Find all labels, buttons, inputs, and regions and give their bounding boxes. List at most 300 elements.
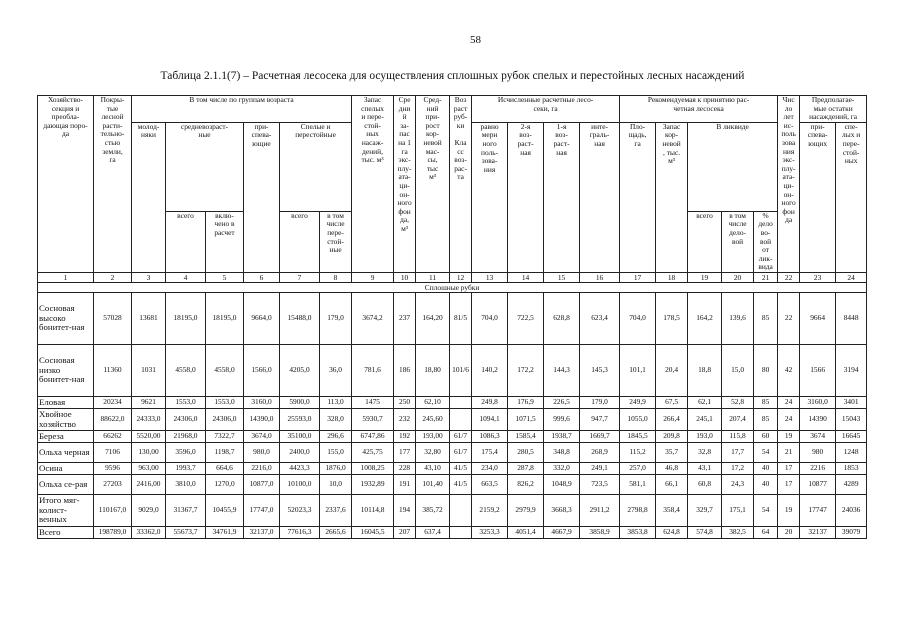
table-cell: 1585,4 bbox=[508, 431, 544, 443]
table-cell: 85 bbox=[754, 409, 778, 431]
table-cell: 81/5 bbox=[450, 293, 472, 345]
header-rem-ripening: при- спева- ющих bbox=[800, 122, 836, 272]
table-cell: 43,10 bbox=[416, 463, 450, 475]
table-cell: 4051,4 bbox=[508, 527, 544, 539]
table-cell: 1248 bbox=[836, 443, 867, 463]
table-cell: 4289 bbox=[836, 475, 867, 495]
column-number: 6 bbox=[244, 273, 280, 283]
header-middle-all: всего bbox=[166, 211, 206, 272]
table-cell: 27203 bbox=[94, 475, 132, 495]
header-forest-section: Хозяйство- секция и преобла- дающая поро- да bbox=[38, 96, 94, 273]
table-cell: 722,5 bbox=[508, 293, 544, 345]
table-cell: 5900,0 bbox=[280, 397, 320, 409]
table-cell: 193,0 bbox=[688, 431, 722, 443]
table-cell: 1566 bbox=[800, 345, 836, 397]
table-cell: 704,0 bbox=[472, 293, 508, 345]
column-number: 14 bbox=[508, 273, 544, 283]
table-cell: 826,2 bbox=[508, 475, 544, 495]
table-cell: 704,0 bbox=[620, 293, 656, 345]
column-number: 1 bbox=[38, 273, 94, 283]
table-cell: 296,6 bbox=[320, 431, 352, 443]
table-cell: 234,0 bbox=[472, 463, 508, 475]
table-cell: 32,80 bbox=[416, 443, 450, 463]
header-rem-mature: спе- лых и пере- стой- ных bbox=[836, 122, 867, 272]
header-rec-area: Пло- щадь, га bbox=[620, 122, 656, 272]
table-cell: 18195,0 bbox=[166, 293, 206, 345]
header-liquid: В ликвиде bbox=[688, 122, 778, 211]
table-cell: 3253,3 bbox=[472, 527, 508, 539]
table-cell: 20 bbox=[778, 527, 800, 539]
table-cell: 2216 bbox=[800, 463, 836, 475]
header-liquid-all: всего bbox=[688, 211, 722, 272]
table-cell: 7322,7 bbox=[206, 431, 244, 443]
table-cell: 10877,0 bbox=[244, 475, 280, 495]
column-number: 5 bbox=[206, 273, 244, 283]
row-label: Береза bbox=[38, 431, 94, 443]
column-number: 3 bbox=[132, 273, 166, 283]
table-cell: 980,0 bbox=[244, 443, 280, 463]
table-cell: 1845,5 bbox=[620, 431, 656, 443]
table-cell: 177 bbox=[394, 443, 416, 463]
table-cell: 52,8 bbox=[722, 397, 754, 409]
table-cell: 1553,0 bbox=[206, 397, 244, 409]
table-cell: 3194 bbox=[836, 345, 867, 397]
table-cell: 67,5 bbox=[656, 397, 688, 409]
table-cell: 110167,0 bbox=[94, 495, 132, 527]
table-cell: 287,8 bbox=[508, 463, 544, 475]
table-cell: 1094,1 bbox=[472, 409, 508, 431]
table-cell: 348,8 bbox=[544, 443, 580, 463]
table-cell: 9596 bbox=[94, 463, 132, 475]
table-cell: 17747 bbox=[800, 495, 836, 527]
row-label: Ольха се-рая bbox=[38, 475, 94, 495]
table-cell: 3853,8 bbox=[620, 527, 656, 539]
table-cell: 4558,0 bbox=[206, 345, 244, 397]
table-cell: 186 bbox=[394, 345, 416, 397]
column-number: 19 bbox=[688, 273, 722, 283]
table-cell: 19 bbox=[778, 495, 800, 527]
table-cell: 18,80 bbox=[416, 345, 450, 397]
table-cell: 42 bbox=[778, 345, 800, 397]
table-cell: 781,6 bbox=[352, 345, 394, 397]
table-cell: 1932,89 bbox=[352, 475, 394, 495]
table-cell: 228 bbox=[394, 463, 416, 475]
row-label: Сосновая низко бонитет-ная bbox=[38, 345, 94, 397]
table-cell: 2416,00 bbox=[132, 475, 166, 495]
table-cell: 17,7 bbox=[722, 443, 754, 463]
table-cell: 194 bbox=[394, 495, 416, 527]
table-cell: 624,8 bbox=[656, 527, 688, 539]
table-cell: 24 bbox=[778, 397, 800, 409]
table-cell: 115,8 bbox=[722, 431, 754, 443]
table-cell: 179,0 bbox=[580, 397, 620, 409]
header-remaining-stands: Предполагае- мые остатки насаждений, га bbox=[800, 96, 867, 123]
table-cell: 2665,6 bbox=[320, 527, 352, 539]
table-cell: 628,8 bbox=[544, 293, 580, 345]
header-young: молод- няки bbox=[132, 122, 166, 272]
table-cell: 24306,0 bbox=[166, 409, 206, 431]
table-cell: 113,0 bbox=[320, 397, 352, 409]
table-cell: 3674,0 bbox=[244, 431, 280, 443]
table-cell: 19 bbox=[778, 431, 800, 443]
table-cell: 574,8 bbox=[688, 527, 722, 539]
row-label: Еловая bbox=[38, 397, 94, 409]
table-cell: 11360 bbox=[94, 345, 132, 397]
header-liquid-business: в том числе дело- вой bbox=[722, 211, 754, 272]
table-cell: 1270,0 bbox=[206, 475, 244, 495]
table-cell: 18195,0 bbox=[206, 293, 244, 345]
header-liquid-percent: % дело во- вой от лик- вида bbox=[754, 211, 778, 272]
header-recommended-cut: Рекомендуемая к принятию рас- четная лесосека bbox=[620, 96, 778, 123]
table-cell: 10455,9 bbox=[206, 495, 244, 527]
column-number-row bbox=[38, 273, 867, 283]
header-cutting-age: Воз раст руб- ки Кла сс воз- рас- та bbox=[450, 96, 472, 273]
table-cell: 101/6 bbox=[450, 345, 472, 397]
table-cell: 17 bbox=[778, 463, 800, 475]
table-cell: 245,60 bbox=[416, 409, 450, 431]
table-cell: 9621 bbox=[132, 397, 166, 409]
table-cell: 15488,0 bbox=[280, 293, 320, 345]
table-row bbox=[38, 443, 867, 463]
table-cell: 2979,9 bbox=[508, 495, 544, 527]
header-forest-land: Покры- тые лесной расти- тельно- стью земли, га bbox=[94, 96, 132, 273]
header-mature-stock: Запас спелых и пере- стой- ных насаж- дений, тыс. м³ bbox=[352, 96, 394, 273]
table-cell: 21968,0 bbox=[166, 431, 206, 443]
table-cell: 2911,2 bbox=[580, 495, 620, 527]
column-number: 21 bbox=[754, 273, 778, 283]
table-cell: 35100,0 bbox=[280, 431, 320, 443]
table-cell: 32137 bbox=[800, 527, 836, 539]
table-cell: 24036 bbox=[836, 495, 867, 527]
table-cell: 358,4 bbox=[656, 495, 688, 527]
table-cell: 46,8 bbox=[656, 463, 688, 475]
header-overmature: в том числе пере- стой- ные bbox=[320, 211, 352, 272]
table-cell: 15,0 bbox=[722, 345, 754, 397]
table-cell: 1669,7 bbox=[580, 431, 620, 443]
table-cell: 13681 bbox=[132, 293, 166, 345]
table-cell: 31367,7 bbox=[166, 495, 206, 527]
table-cell: 179,0 bbox=[320, 293, 352, 345]
table-cell: 9029,0 bbox=[132, 495, 166, 527]
column-number: 2 bbox=[94, 273, 132, 283]
table-cell: 1853 bbox=[836, 463, 867, 475]
column-number: 24 bbox=[836, 273, 867, 283]
header-average-stock: Сре дни й за- пас на 1 га экс- плу- ата- ци- он- ного фон да, м³ bbox=[394, 96, 416, 273]
table-cell: 40 bbox=[754, 463, 778, 475]
row-label: Осина bbox=[38, 463, 94, 475]
table-cell: 21 bbox=[778, 443, 800, 463]
header-calculated-cut: Исчисленные расчетные лесо- секи, га bbox=[472, 96, 620, 123]
table-cell bbox=[450, 409, 472, 431]
row-label: Итого мяг-колист-венных bbox=[38, 495, 94, 527]
table-cell: 3674 bbox=[800, 431, 836, 443]
table-cell: 176,9 bbox=[508, 397, 544, 409]
header-age-groups: В том числе по группам возраста bbox=[132, 96, 352, 123]
table-cell: 980 bbox=[800, 443, 836, 463]
table-cell: 266,4 bbox=[656, 409, 688, 431]
table-cell: 268,9 bbox=[580, 443, 620, 463]
table-cell: 623,4 bbox=[580, 293, 620, 345]
header-average-growth: Сред- ний при- рост кор- невой мас- сы, тыс м³ bbox=[416, 96, 450, 273]
table-cell: 328,0 bbox=[320, 409, 352, 431]
table-cell: 25593,0 bbox=[280, 409, 320, 431]
table-row bbox=[38, 475, 867, 495]
table-cell: 55673,7 bbox=[166, 527, 206, 539]
table-cell: 249,8 bbox=[472, 397, 508, 409]
header-mature-all: всего bbox=[280, 211, 320, 272]
table-cell: 22 bbox=[778, 293, 800, 345]
table-cell: 2798,8 bbox=[620, 495, 656, 527]
table-cell: 4205,0 bbox=[280, 345, 320, 397]
table-cell: 36,0 bbox=[320, 345, 352, 397]
column-number: 20 bbox=[722, 273, 754, 283]
table-cell: 249,1 bbox=[580, 463, 620, 475]
table-row bbox=[38, 293, 867, 345]
table-cell: 1086,3 bbox=[472, 431, 508, 443]
table-cell: 257,0 bbox=[620, 463, 656, 475]
table-cell: 963,00 bbox=[132, 463, 166, 475]
table-cell: 425,75 bbox=[352, 443, 394, 463]
table-cell: 3810,0 bbox=[166, 475, 206, 495]
table-cell: 664,6 bbox=[206, 463, 244, 475]
table-cell: 57028 bbox=[94, 293, 132, 345]
table-row bbox=[38, 463, 867, 475]
table-cell: 9664 bbox=[800, 293, 836, 345]
table-cell: 155,0 bbox=[320, 443, 352, 463]
table-row bbox=[38, 397, 867, 409]
column-number: 22 bbox=[778, 273, 800, 283]
table-cell: 43,1 bbox=[688, 463, 722, 475]
table-cell: 5520,00 bbox=[132, 431, 166, 443]
row-label: Всего bbox=[38, 527, 94, 539]
table-cell: 17 bbox=[778, 475, 800, 495]
table-cell: 139,6 bbox=[722, 293, 754, 345]
table-cell: 10114,8 bbox=[352, 495, 394, 527]
table-cell: 3160,0 bbox=[800, 397, 836, 409]
table-cell: 1031 bbox=[132, 345, 166, 397]
table-cell: 2400,0 bbox=[280, 443, 320, 463]
column-number: 16 bbox=[580, 273, 620, 283]
table-cell: 1876,0 bbox=[320, 463, 352, 475]
table-cell: 66262 bbox=[94, 431, 132, 443]
table-cell: 382,5 bbox=[722, 527, 754, 539]
table-cell: 145,3 bbox=[580, 345, 620, 397]
header-calc-uniform: равно мерн ного поль- зова- ния bbox=[472, 122, 508, 272]
column-number: 4 bbox=[166, 273, 206, 283]
table-cell: 16045,5 bbox=[352, 527, 394, 539]
table-cell: 101,1 bbox=[620, 345, 656, 397]
table-cell: 207,4 bbox=[722, 409, 754, 431]
table-cell: 250 bbox=[394, 397, 416, 409]
table-cell: 64 bbox=[754, 527, 778, 539]
table-cell: 723,5 bbox=[580, 475, 620, 495]
table-row bbox=[38, 527, 867, 539]
table-cell: 175,1 bbox=[722, 495, 754, 527]
table-cell: 198789,0 bbox=[94, 527, 132, 539]
table-cell: 16645 bbox=[836, 431, 867, 443]
table-cell bbox=[450, 495, 472, 527]
table-cell: 60,8 bbox=[688, 475, 722, 495]
table-cell: 2159,2 bbox=[472, 495, 508, 527]
row-label: Хвойное хозяйство bbox=[38, 409, 94, 431]
table-cell: 24306,0 bbox=[206, 409, 244, 431]
table-cell: 947,7 bbox=[580, 409, 620, 431]
table-cell: 999,6 bbox=[544, 409, 580, 431]
header-calc-2nd-age: 2-я воз- раст- ная bbox=[508, 122, 544, 272]
table-cell: 85 bbox=[754, 293, 778, 345]
table-cell: 3858,9 bbox=[580, 527, 620, 539]
table-cell: 1198,7 bbox=[206, 443, 244, 463]
table-cell: 332,0 bbox=[544, 463, 580, 475]
table-cell bbox=[450, 397, 472, 409]
table-cell: 2216,0 bbox=[244, 463, 280, 475]
table-cell: 24333,0 bbox=[132, 409, 166, 431]
table-row bbox=[38, 431, 867, 443]
table-cell: 164,20 bbox=[416, 293, 450, 345]
table-cell: 17,2 bbox=[722, 463, 754, 475]
table-cell: 61/7 bbox=[450, 431, 472, 443]
table-cell: 172,2 bbox=[508, 345, 544, 397]
header-years-of-use: Чис ло лет ис- поль зова ния экс- плу- ата- ци- он- ного фон да bbox=[778, 96, 800, 273]
table-cell: 24,3 bbox=[722, 475, 754, 495]
table-cell: 1566,0 bbox=[244, 345, 280, 397]
row-label: Сосновая высоко бонитет-ная bbox=[38, 293, 94, 345]
table-cell: 32,8 bbox=[688, 443, 722, 463]
table-row bbox=[38, 495, 867, 527]
table-cell: 1048,9 bbox=[544, 475, 580, 495]
table-row bbox=[38, 345, 867, 397]
table-cell: 77616,3 bbox=[280, 527, 320, 539]
table-cell: 40 bbox=[754, 475, 778, 495]
table-cell: 32137,0 bbox=[244, 527, 280, 539]
table-cell: 35,7 bbox=[656, 443, 688, 463]
table-cell: 663,5 bbox=[472, 475, 508, 495]
table-cell: 192 bbox=[394, 431, 416, 443]
table-cell: 4667,9 bbox=[544, 527, 580, 539]
table-cell: 10877 bbox=[800, 475, 836, 495]
table-cell: 164,2 bbox=[688, 293, 722, 345]
column-number: 17 bbox=[620, 273, 656, 283]
table-cell: 3596,0 bbox=[166, 443, 206, 463]
table-cell: 88622,0 bbox=[94, 409, 132, 431]
table-cell: 54 bbox=[754, 495, 778, 527]
page-number: 58 bbox=[470, 34, 481, 46]
table-cell: 66,1 bbox=[656, 475, 688, 495]
table-cell: 60 bbox=[754, 431, 778, 443]
table-cell: 237 bbox=[394, 293, 416, 345]
table-cell: 191 bbox=[394, 475, 416, 495]
table-cell: 20234 bbox=[94, 397, 132, 409]
table-cell: 245,1 bbox=[688, 409, 722, 431]
table-cell: 249,9 bbox=[620, 397, 656, 409]
table-title: Таблица 2.1.1(7) – Расчетная лесосека для осуществления сплошных рубок спелых и перестойных лесных насаждений bbox=[160, 70, 745, 82]
header-rec-stock: Запас кор- невой , тыс. м³ bbox=[656, 122, 688, 272]
section-label: Сплошные рубки bbox=[38, 283, 867, 293]
table-cell: 4558,0 bbox=[166, 345, 206, 397]
table-cell: 80 bbox=[754, 345, 778, 397]
header-ripening: при- спева- ющие bbox=[244, 122, 280, 272]
header-mature-overmature: Спелые и перестойные bbox=[280, 122, 352, 211]
table-cell: 280,5 bbox=[508, 443, 544, 463]
column-number: 8 bbox=[320, 273, 352, 283]
column-number: 15 bbox=[544, 273, 580, 283]
table-cell: 1055,0 bbox=[620, 409, 656, 431]
table-cell: 62,10 bbox=[416, 397, 450, 409]
header-calc-integral: инте- граль- ная bbox=[580, 122, 620, 272]
column-number: 9 bbox=[352, 273, 394, 283]
table-cell: 193,00 bbox=[416, 431, 450, 443]
column-number: 11 bbox=[416, 273, 450, 283]
table-cell: 7106 bbox=[94, 443, 132, 463]
table-cell: 61/7 bbox=[450, 443, 472, 463]
header-middle-included: вклю- чено в расчет bbox=[206, 211, 244, 272]
table-cell: 637,4 bbox=[416, 527, 450, 539]
column-number: 13 bbox=[472, 273, 508, 283]
table-cell: 3401 bbox=[836, 397, 867, 409]
table-cell: 207 bbox=[394, 527, 416, 539]
table-cell: 10,0 bbox=[320, 475, 352, 495]
table-cell: 62,1 bbox=[688, 397, 722, 409]
table-cell: 34761,9 bbox=[206, 527, 244, 539]
table-cell: 1475 bbox=[352, 397, 394, 409]
table-cell: 226,5 bbox=[544, 397, 580, 409]
table-cell: 1553,0 bbox=[166, 397, 206, 409]
table-cell: 8448 bbox=[836, 293, 867, 345]
table-cell: 5930,7 bbox=[352, 409, 394, 431]
table-cell: 33362,0 bbox=[132, 527, 166, 539]
table-cell: 10100,0 bbox=[280, 475, 320, 495]
table-cell: 15043 bbox=[836, 409, 867, 431]
header-calc-1st-age: 1-я воз- раст- ная bbox=[544, 122, 580, 272]
table-cell: 175,4 bbox=[472, 443, 508, 463]
table-cell: 20,4 bbox=[656, 345, 688, 397]
table-cell: 14390 bbox=[800, 409, 836, 431]
table-cell: 385,72 bbox=[416, 495, 450, 527]
table-cell: 2337,6 bbox=[320, 495, 352, 527]
row-label: Ольха черная bbox=[38, 443, 94, 463]
column-number: 18 bbox=[656, 273, 688, 283]
table-cell: 41/5 bbox=[450, 463, 472, 475]
table-cell: 85 bbox=[754, 397, 778, 409]
table-cell: 209,8 bbox=[656, 431, 688, 443]
table-cell: 178,5 bbox=[656, 293, 688, 345]
header-middle-aged: средневозраст- ные bbox=[166, 122, 244, 211]
table-cell: 24 bbox=[778, 409, 800, 431]
table-cell: 6747,86 bbox=[352, 431, 394, 443]
table-cell: 1008,25 bbox=[352, 463, 394, 475]
table-cell: 144,3 bbox=[544, 345, 580, 397]
table-cell bbox=[450, 527, 472, 539]
table-cell: 130,00 bbox=[132, 443, 166, 463]
table-cell: 140,2 bbox=[472, 345, 508, 397]
table-cell: 18,8 bbox=[688, 345, 722, 397]
table-cell: 581,1 bbox=[620, 475, 656, 495]
table-cell: 41/5 bbox=[450, 475, 472, 495]
table-cell: 1938,7 bbox=[544, 431, 580, 443]
table-cell: 1993,7 bbox=[166, 463, 206, 475]
table-cell: 3668,3 bbox=[544, 495, 580, 527]
table-cell: 4423,3 bbox=[280, 463, 320, 475]
table-cell: 14390,0 bbox=[244, 409, 280, 431]
table-cell: 101,40 bbox=[416, 475, 450, 495]
table-cell: 17747,0 bbox=[244, 495, 280, 527]
table-cell: 1071,5 bbox=[508, 409, 544, 431]
table-cell: 39079 bbox=[836, 527, 867, 539]
table-cell: 3160,0 bbox=[244, 397, 280, 409]
table-cell: 232 bbox=[394, 409, 416, 431]
table-cell: 3674,2 bbox=[352, 293, 394, 345]
column-number: 7 bbox=[280, 273, 320, 283]
